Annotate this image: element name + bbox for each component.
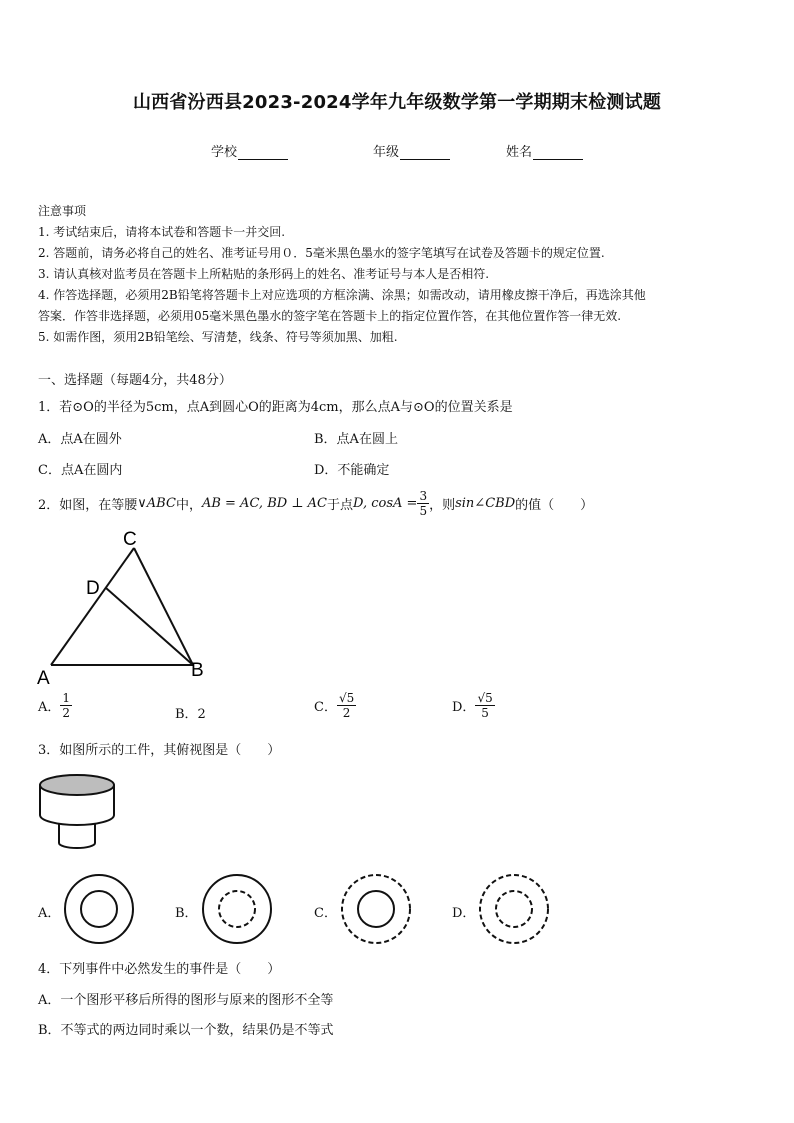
q2-condition: AB = AC, BD ⊥ AC [201,495,327,511]
inner-circle [358,891,394,927]
side-ac [51,548,134,665]
name-field [506,141,583,160]
q2-option-c-den: 2 [342,706,351,720]
q2-option-c [314,691,356,720]
notes-item: 3. 请认真核对监考员在答题卡上所粘贴的条形码上的姓名、准考证号与本人是否相符. [38,267,490,281]
q2-option-a-num: 1 [62,691,71,705]
grade-blank [400,146,450,160]
q2-option-a-fraction [60,691,72,720]
q1-option-d: D．不能确定 [314,463,390,478]
outer-circle [203,875,271,943]
q3-option-c-figure [339,872,413,946]
label-d: D [86,578,100,599]
q2-stem-mid3: ，则 [429,497,456,513]
q3-option-d-label: D． [452,906,476,921]
q2-stem-end: 的值（ ） [515,497,594,513]
label-a: A [37,668,50,688]
q2-stem [38,483,593,523]
name-label: 姓名 [506,145,533,160]
q2-triangle-figure [34,526,214,688]
q2-option-c-label: C． [314,700,337,715]
q2-option-d-num: √5 [477,691,493,705]
page-title: 山西省汾西县2023-2024学年九年级数学第一学期期末检测试题 [132,92,662,113]
q3-stem: 3．如图所示的工件，其俯视图是（ ） [38,743,281,758]
q2-fraction [417,489,429,518]
q2-option-d [452,691,495,720]
q2-triangle: ∨ABC [137,495,176,511]
segment-bd [106,588,193,665]
notes-item: 1. 考试结束后，请将本试卷和答题卡一并交回. [38,225,286,239]
q3-option-a-label: A． [38,906,61,921]
q2-condition2: D, cosA = [353,495,418,511]
q2-option-d-label: D． [452,700,476,715]
grade-field [373,141,450,160]
q1-option-c: C．点A在圆内 [38,463,123,478]
q2-option-d-den: 5 [481,706,489,720]
q4-option-a: A．一个图形平移后所得的图形与原来的图形不全等 [38,993,334,1008]
q2-option-c-fraction [337,691,356,720]
q2-expression: sin∠CBD [455,495,516,511]
q2-stem-mid2: 于点 [327,497,354,513]
workpiece-top-face [40,775,114,795]
name-blank [533,146,583,160]
inner-dashed-circle [219,891,255,927]
q3-option-b-figure [200,872,274,946]
q2-option-a-den: 2 [62,706,71,720]
inner-circle [81,891,117,927]
school-field [211,141,288,160]
q2-option-d-fraction [475,691,494,720]
q3-option-d-figure [477,872,551,946]
q3-option-c-label: C． [314,906,337,921]
notes-heading: 注意事项 [38,204,87,218]
label-b: B [191,660,204,681]
outer-circle [65,875,133,943]
outer-dashed-circle [342,875,410,943]
side-cb [134,548,193,665]
q3-option-b-label: B． [175,906,198,921]
q2-option-a-label: A． [38,700,61,715]
outer-dashed-circle [480,875,548,943]
grade-label: 年级 [373,145,400,160]
q2-fraction-num: 3 [419,488,428,503]
section-heading: 一、选择题（每题4分，共48分） [38,373,232,388]
q4-option-b: B．不等式的两边同时乘以一个数，结果仍是不等式 [38,1023,334,1038]
q1-option-b: B．点A在圆上 [314,432,398,447]
q3-option-a-figure [62,872,136,946]
label-c: C [123,529,137,550]
q4-stem: 4．下列事件中必然发生的事件是（ ） [38,962,281,977]
notes-item: 答案．作答非选择题，必须用05毫米黑色墨水的签字笔在答题卡上的指定位置作答，在其他位置作答一律无效. [38,309,622,323]
notes-item: 4. 作答选择题，必须用2B铅笔将答题卡上对应选项的方框涂满、涂黑；如需改动，请用橡皮擦干净后，再选涂其他 [38,288,646,302]
q2-stem-pre: 2．如图，在等腰 [38,497,138,513]
school-blank [238,146,288,160]
notes-item: 2. 答题前，请务必将自己的姓名、准考证号用０．5毫米黑色墨水的签字笔填写在试卷及答题卡的规定位置. [38,246,605,260]
q2-stem-mid: 中， [175,497,202,513]
q3-workpiece-figure [37,773,117,855]
q2-option-a [38,691,72,720]
notes-item: 5. 如需作图，须用2B铅笔绘、写清楚，线条、符号等须加黑、加粗. [38,330,398,344]
q1-option-a: A．点A在圆外 [38,432,122,447]
q1-stem: 1．若⊙O的半径为5cm，点A到圆心O的距离为4cm，那么点A与⊙O的位置关系是 [38,400,513,415]
q2-option-b: B．2 [175,707,206,722]
q2-fraction-den: 5 [419,503,428,518]
notes-section [38,201,646,348]
inner-dashed-circle [496,891,532,927]
q2-option-c-num: √5 [338,691,355,705]
school-label: 学校 [211,145,238,160]
